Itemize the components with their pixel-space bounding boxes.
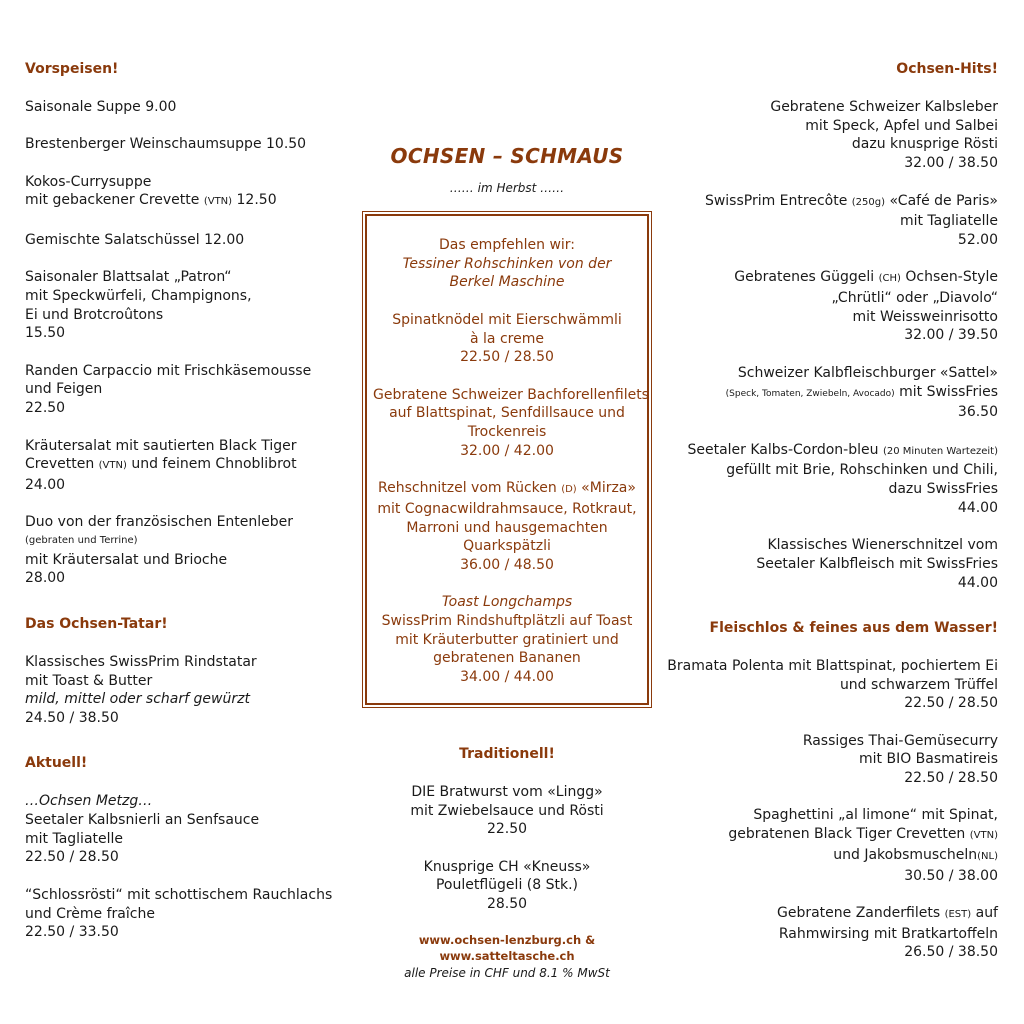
menu-item-salatschuessel <box>25 231 365 250</box>
item-line: Berkel Maschine <box>449 274 565 291</box>
menu-subtitle: …… im Herbst …… <box>449 181 565 195</box>
item-note: mild, mittel oder scharf gewürzt <box>25 691 250 708</box>
menu-item-thai-curry <box>658 732 998 788</box>
item-line: und Crème fraîche <box>25 905 155 922</box>
item-line: Bramata Polenta mit Blattspinat, pochiertem Ei <box>667 657 998 674</box>
item-price: 26.50 / 38.50 <box>904 944 998 961</box>
origin-tag: (CH) <box>878 273 901 285</box>
item-line: Brestenberger Weinschaumsuppe 10.50 <box>25 136 307 153</box>
menu-item-kalbsleber <box>658 98 998 173</box>
item-line: Tessiner Rohschinken von der <box>402 255 612 272</box>
menu-item-zanderfilets <box>658 904 998 962</box>
item-line: Trockenreis <box>467 424 547 440</box>
menu-title: OCHSEN – SCHMAUS <box>390 144 624 168</box>
item-line: Gebratenes Güggeli <box>734 269 875 286</box>
item-price: 15.50 <box>25 325 66 342</box>
item-line: und Feigen <box>25 381 103 398</box>
item-line: Schweizer Kalbfleischburger «Sattel» <box>737 364 998 381</box>
item-price: 28.50 <box>486 896 528 913</box>
item-price: 52.00 <box>957 231 998 248</box>
item-line: mit Cognacwildrahmsauce, Rotkraut, <box>377 500 637 517</box>
ochsen-hits-heading: Ochsen-Hits! <box>896 61 998 77</box>
item-line: Crevetten <box>25 456 95 473</box>
item-line: Quarkspätzli <box>463 538 551 555</box>
origin-tag: (EST) <box>944 908 972 920</box>
item-line: Gebratene Schweizer Bachforellenfilets <box>373 386 649 403</box>
recommendation-box <box>365 214 649 705</box>
item-line: gefüllt mit Brie, Rohschinken und Chili, <box>726 462 998 479</box>
box-item-spinatknoedel <box>373 311 641 367</box>
item-line: Marroni und hausgemachten <box>406 519 608 536</box>
menu-item-pouletfluegeli <box>362 858 652 914</box>
item-line: Seetaler Kalbfleisch mit SwissFries <box>756 555 998 572</box>
item-line: Kräutersalat mit sautierten Black Tiger <box>25 437 297 454</box>
item-line: mit gebackener Crevette <box>25 192 200 209</box>
item-line: Pouletflügeli (8 Stk.) <box>435 877 578 894</box>
menu-item-schlossroesti <box>25 886 365 942</box>
item-line: “Schlossrösti“ mit schottischem Rauchlachs <box>25 886 333 903</box>
item-line: und feinem Chnoblibrot <box>131 456 297 473</box>
item-line: Rehschnitzel vom Rücken <box>378 480 557 497</box>
item-price: 22.50 <box>25 400 66 417</box>
item-line: SwissPrim Rindshuftplätzli auf Toast <box>381 613 633 629</box>
item-line: dazu SwissFries <box>888 481 998 497</box>
item-price: 44.00 <box>957 574 998 591</box>
item-note: (20 Minuten Wartezeit) <box>882 445 998 457</box>
footer-price-note: alle Preise in CHF und 8.1 % MwSt <box>404 966 610 981</box>
item-line: Klassisches Wienerschnitzel vom <box>767 537 998 554</box>
item-line: Saisonale Suppe 9.00 <box>25 99 177 115</box>
item-line: Gemischte Salatschüssel 12.00 <box>25 231 245 248</box>
item-line: Gebratene Schweizer Kalbsleber <box>770 99 998 115</box>
item-price: 34.00 / 44.00 <box>460 669 554 686</box>
item-line: SwissPrim Entrecôte <box>704 192 848 209</box>
menu-item-kraeutersalat <box>25 437 365 495</box>
item-line: Rassiges Thai-Gemüsecurry <box>802 732 998 749</box>
item-price: 32.00 / 42.00 <box>460 442 554 459</box>
menu-item-kokos-currysuppe <box>25 173 365 212</box>
item-line: à la creme <box>470 330 544 347</box>
menu-item-rindstatar <box>25 653 365 728</box>
item-line: Ei und Brotcroûtons <box>25 306 164 323</box>
item-price: 32.00 / 39.50 <box>904 327 998 344</box>
item-price: 36.00 / 48.50 <box>460 556 554 573</box>
item-line: Seetaler Kalbs-Cordon-bleu <box>687 441 879 458</box>
item-line: gebratenen Black Tiger Crevetten <box>728 826 966 843</box>
item-line: Spinatknödel mit Eierschwämmli <box>392 311 622 328</box>
item-line: Spaghettini „al limone“ mit Spinat, <box>753 807 998 824</box>
item-line: Randen Carpaccio mit Frischkäsemousse <box>25 362 312 379</box>
item-line: mit Tagliatelle <box>25 830 124 847</box>
item-price: 36.50 <box>957 404 998 421</box>
item-line: mit Speck, Apfel und Salbei <box>805 117 998 134</box>
traditionell-heading: Traditionell! <box>459 745 555 762</box>
item-line: dazu knusprige Rösti <box>851 136 998 153</box>
item-line: und schwarzem Trüffel <box>839 676 998 693</box>
item-line: mit BIO Basmatireis <box>859 751 998 768</box>
item-line: «Mirza» <box>581 480 636 497</box>
item-note: …Ochsen Metzg… <box>25 793 153 810</box>
item-price: 22.50 <box>486 821 528 838</box>
menu-item-kalbfleischburger <box>658 364 998 422</box>
right-column <box>658 60 998 981</box>
item-price: 32.00 / 38.50 <box>904 155 998 172</box>
item-line: mit Tagliatelle <box>899 213 998 230</box>
box-item-bachforelle <box>373 386 649 461</box>
menu-item-polenta <box>658 657 998 713</box>
box-item-rohschinken <box>373 236 641 292</box>
item-line: «Café de Paris» <box>889 192 998 209</box>
item-line: Knusprige CH «Kneuss» <box>423 858 591 875</box>
item-price: 30.50 / 38.00 <box>904 867 998 884</box>
menu-item-weinschaumsuppe <box>25 135 365 154</box>
menu-item-spaghettini <box>658 806 998 885</box>
item-line: mit Kräuterbutter gratiniert und <box>395 631 619 648</box>
left-column <box>25 60 365 961</box>
item-line: Toast Longchamps <box>441 594 573 611</box>
item-line: mit Kräutersalat und Brioche <box>25 551 228 568</box>
tatar-heading: Das Ochsen-Tatar! <box>25 615 168 632</box>
origin-tag: (D) <box>561 484 577 496</box>
box-item-toast-longchamps <box>373 593 641 687</box>
box-intro: Das empfehlen wir: <box>438 237 576 253</box>
item-line: Klassisches SwissPrim Rindstatar <box>25 653 257 670</box>
menu-item-entrecote <box>658 192 998 250</box>
item-line: Ochsen-Style <box>905 269 998 286</box>
item-line: mit Weissweinrisotto <box>852 308 998 325</box>
footer-websites: www.ochsen-lenzburg.ch & www.satteltasche.ch <box>418 933 596 964</box>
item-price: 22.50 / 28.50 <box>25 849 119 866</box>
item-price: 24.50 / 38.50 <box>25 709 119 726</box>
middle-column <box>362 60 652 982</box>
item-line: Duo von der französischen Entenleber <box>25 514 294 531</box>
item-price: 44.00 <box>957 499 998 516</box>
menu-item-randen-carpaccio <box>25 362 365 418</box>
item-price: 22.50 / 28.50 <box>904 695 998 712</box>
item-line: mit SwissFries <box>899 383 998 400</box>
item-line: Saisonaler Blattsalat „Patron“ <box>25 269 232 286</box>
fleischlos-heading: Fleischlos & feines aus dem Wasser! <box>709 619 998 636</box>
box-item-rehschnitzel <box>373 479 641 575</box>
vorspeisen-heading: Vorspeisen! <box>25 61 119 77</box>
menu-item-cordon-bleu <box>658 441 998 518</box>
item-line: mit Speckwürfeli, Champignons, <box>25 287 252 304</box>
item-price: 22.50 / 33.50 <box>25 924 119 941</box>
menu-item-kalbsnierli <box>25 792 365 867</box>
item-line: Gebratene Zanderfilets <box>776 904 941 921</box>
aktuell-heading: Aktuell! <box>25 755 88 772</box>
item-note: (gebraten und Terrine) <box>25 535 138 547</box>
item-price: 22.50 / 28.50 <box>904 770 998 787</box>
item-line: Rahmwirsing mit Bratkartoffeln <box>778 925 998 942</box>
item-line: Kokos-Currysuppe <box>25 173 152 190</box>
origin-tag: (VTN) <box>969 830 998 842</box>
item-line: und Jakobsmuscheln <box>833 846 978 863</box>
menu-item-entenleber <box>25 513 365 588</box>
item-price: 22.50 / 28.50 <box>460 349 554 366</box>
item-price: 24.00 <box>25 476 66 493</box>
item-line: „Chrütli“ oder „Diavolo“ <box>831 290 998 306</box>
item-line: mit Zwiebelsauce und Rösti <box>410 802 604 819</box>
item-line: mit Toast & Butter <box>25 672 153 689</box>
item-line: Seetaler Kalbsnierli an Senfsauce <box>25 812 260 829</box>
item-line: DIE Bratwurst vom «Lingg» <box>411 783 603 800</box>
origin-tag: (NL) <box>977 850 998 862</box>
menu-item-bratwurst <box>362 783 652 839</box>
origin-tag: (VTN) <box>98 460 127 472</box>
item-line: auf Blattspinat, Senfdillsauce und <box>389 405 625 422</box>
item-price: 12.50 <box>236 192 277 209</box>
menu-item-blattsalat-patron <box>25 268 365 343</box>
item-line: auf <box>975 904 998 921</box>
weight-tag: (250g) <box>851 196 886 208</box>
menu-item-gueggeli <box>658 268 998 345</box>
item-line: gebratenen Bananen <box>433 650 581 667</box>
item-note: (Speck, Tomaten, Zwiebeln, Avocado) <box>725 388 895 399</box>
item-price: 28.00 <box>25 570 66 587</box>
origin-tag: (VTN) <box>203 196 233 208</box>
menu-item-saisonale-suppe <box>25 98 365 117</box>
menu-item-wienerschnitzel <box>658 536 998 592</box>
